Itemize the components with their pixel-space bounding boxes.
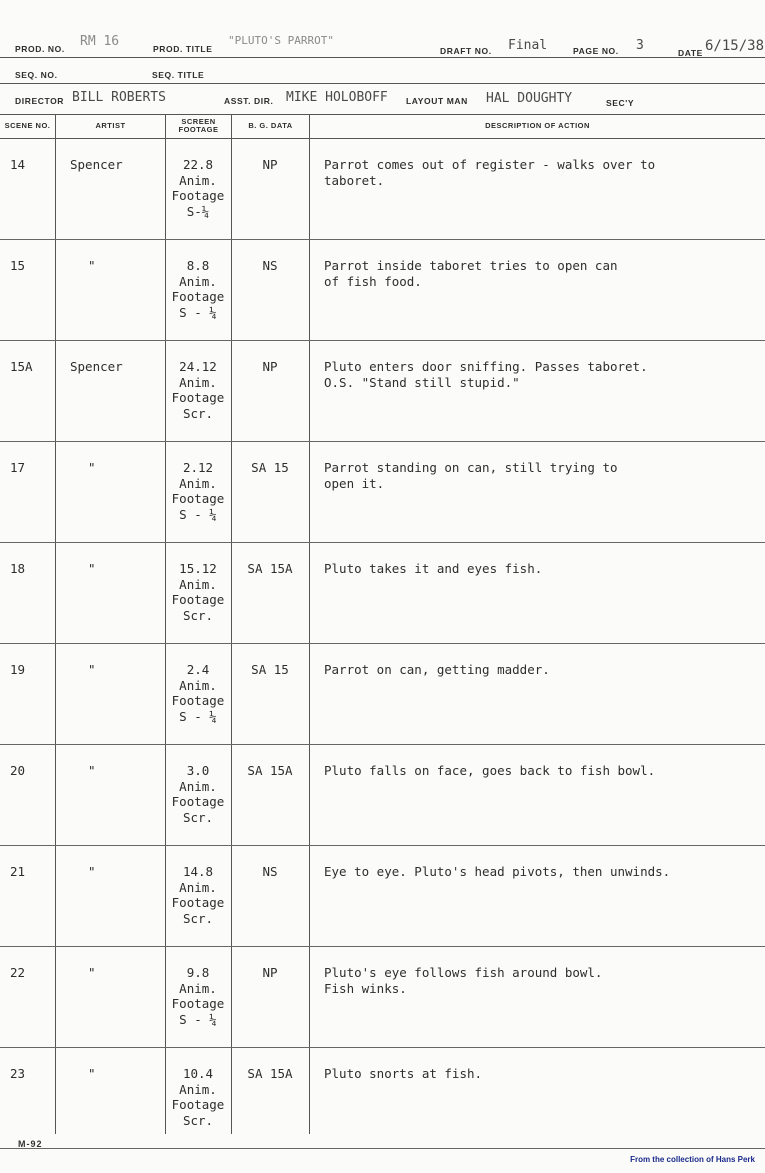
secy-label: SEC'Y — [606, 98, 635, 108]
scene-no: 18 — [10, 561, 26, 576]
bg-data: SA 15A — [247, 561, 293, 576]
artist: " — [88, 1066, 96, 1081]
table-row — [0, 1048, 765, 1149]
asst-dir-value: MIKE HOLOBOFF — [286, 90, 388, 105]
screen-footage: 10.4 Anim. Footage Scr. — [171, 1066, 225, 1128]
col-header-bg: B. G. DATA — [248, 121, 293, 130]
artist: " — [88, 561, 96, 576]
artist: " — [88, 460, 96, 475]
date-value: 6/15/38 — [705, 38, 765, 54]
asst-dir-label: ASST. DIR. — [224, 96, 274, 106]
description: Parrot standing on can, still trying to open it. — [324, 460, 618, 491]
bg-data: SA 15A — [247, 763, 293, 778]
description: Pluto falls on face, goes back to fish bowl. — [324, 763, 656, 778]
artist: " — [88, 662, 96, 677]
draft-no-value: Final — [508, 38, 548, 53]
prod-no-label: PROD. NO. — [15, 44, 65, 54]
bg-data: NS — [262, 258, 278, 273]
draft-no-label: DRAFT NO. — [440, 46, 492, 56]
screen-footage: 15.12 Anim. Footage Scr. — [171, 561, 225, 623]
form-number: M-92 — [18, 1139, 43, 1149]
table-row — [0, 341, 765, 442]
scene-no: 19 — [10, 662, 26, 677]
director-value: BILL ROBERTS — [72, 90, 166, 105]
header-rule-2 — [0, 83, 765, 84]
bg-data: NP — [262, 965, 278, 980]
artist: " — [88, 965, 96, 980]
table-row — [0, 240, 765, 341]
artist: " — [88, 864, 96, 879]
seq-no-label: SEQ. NO. — [15, 70, 58, 80]
scene-no: 20 — [10, 763, 26, 778]
screen-footage: 3.0 Anim. Footage Scr. — [171, 763, 225, 825]
scene-no: 17 — [10, 460, 26, 475]
director-label: DIRECTOR — [15, 96, 65, 106]
screen-footage: 2.12 Anim. Footage S - ¼ — [171, 460, 225, 522]
prod-title-value: "PLUTO'S PARROT" — [228, 34, 334, 47]
layout-man-label: LAYOUT MAN — [406, 96, 468, 106]
page-no-value: 3 — [636, 38, 644, 53]
description: Parrot inside taboret tries to open can of fish food. — [324, 258, 618, 289]
screen-footage: 22.8 Anim. Footage S-¼ — [171, 157, 225, 219]
col-header-scene: SCENE NO. — [4, 121, 51, 130]
description: Pluto takes it and eyes fish. — [324, 561, 543, 576]
artist: Spencer — [70, 359, 123, 374]
scene-no: 23 — [10, 1066, 26, 1081]
table-row — [0, 846, 765, 947]
description: Pluto enters door sniffing. Passes taboret. O.S. "Stand still stupid." — [324, 359, 648, 390]
page-no-label: PAGE NO. — [573, 46, 619, 56]
screen-footage: 8.8 Anim. Footage S - ¼ — [171, 258, 225, 320]
scene-no: 14 — [10, 157, 26, 172]
description: Pluto's eye follows fish around bowl. Fish winks. — [324, 965, 603, 996]
artist: " — [88, 258, 96, 273]
header-rule-1 — [0, 57, 765, 58]
table-row — [0, 745, 765, 846]
col-header-artist: ARTIST — [95, 121, 126, 130]
date-label: DATE — [678, 48, 703, 58]
table-row — [0, 644, 765, 745]
seq-title-label: SEQ. TITLE — [152, 70, 205, 80]
bg-data: NP — [262, 359, 278, 374]
scene-no: 21 — [10, 864, 26, 879]
screen-footage: 2.4 Anim. Footage S - ¼ — [171, 662, 225, 724]
table-row — [0, 442, 765, 543]
prod-no-value: RM 16 — [80, 34, 120, 49]
layout-man-value: HAL DOUGHTY — [486, 91, 573, 106]
screen-footage: 9.8 Anim. Footage S - ¼ — [171, 965, 225, 1027]
artist: Spencer — [70, 157, 123, 172]
screen-footage: 14.8 Anim. Footage Scr. — [171, 864, 225, 926]
table-row — [0, 947, 765, 1048]
description: Parrot on can, getting madder. — [324, 662, 550, 677]
bg-data: SA 15 — [251, 460, 289, 475]
description: Parrot comes out of register - walks over to taboret. — [324, 157, 656, 188]
bg-data: SA 15 — [251, 662, 289, 677]
bg-data: NS — [262, 864, 278, 879]
scene-table — [0, 114, 765, 1149]
table-header — [0, 114, 765, 139]
description: Eye to eye. Pluto's head pivots, then unwinds. — [324, 864, 671, 879]
table-row — [0, 139, 765, 240]
scene-no: 22 — [10, 965, 26, 980]
screen-footage: 24.12 Anim. Footage Scr. — [171, 359, 225, 421]
col-header-desc: DESCRIPTION OF ACTION — [485, 121, 590, 130]
scene-no: 15 — [10, 258, 26, 273]
bg-data: SA 15A — [247, 1066, 293, 1081]
col-header-footage: SCREEN FOOTAGE — [178, 117, 219, 134]
prod-title-label: PROD. TITLE — [153, 44, 213, 54]
collection-credit: From the collection of Hans Perk — [630, 1155, 755, 1164]
scene-no: 15A — [10, 359, 33, 374]
bg-data: NP — [262, 157, 278, 172]
artist: " — [88, 763, 96, 778]
description: Pluto snorts at fish. — [324, 1066, 483, 1081]
table-row — [0, 543, 765, 644]
